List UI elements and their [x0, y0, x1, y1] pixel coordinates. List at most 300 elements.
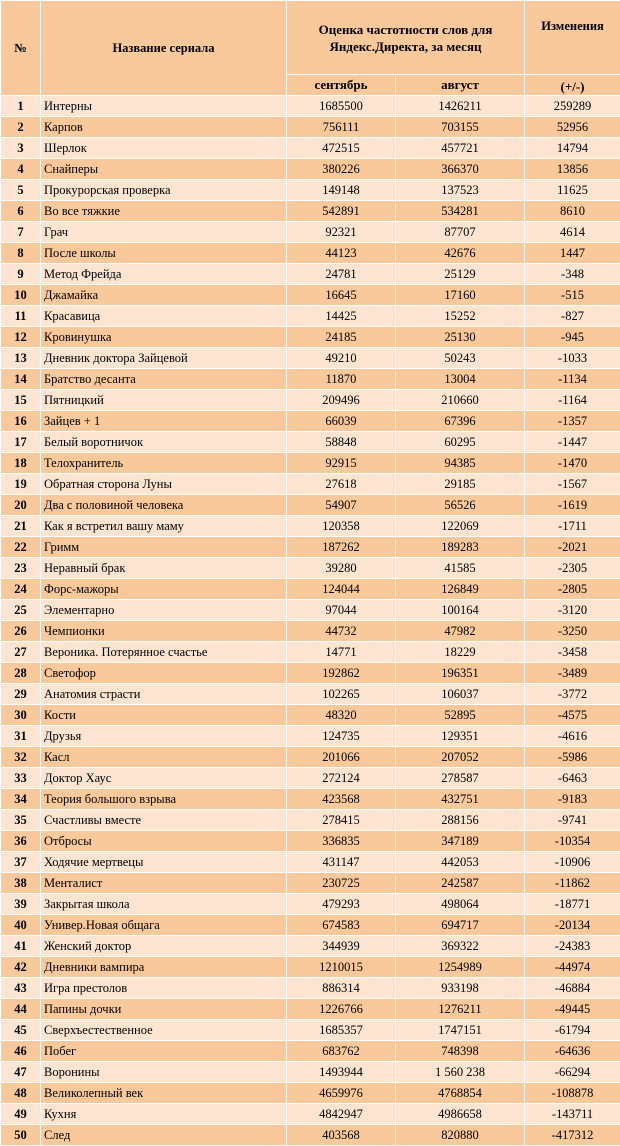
august-value: 47982 [396, 621, 525, 642]
series-name: Неравный брак [41, 558, 287, 579]
row-number: 37 [1, 852, 41, 873]
row-number: 12 [1, 327, 41, 348]
august-value: 933198 [396, 978, 525, 999]
august-value: 4768854 [396, 1083, 525, 1104]
change-value: -348 [525, 264, 620, 285]
table-row [1, 999, 620, 1020]
september-value: 124044 [287, 579, 396, 600]
row-number: 39 [1, 894, 41, 915]
change-value: 259289 [525, 96, 620, 117]
september-value: 403568 [287, 1125, 396, 1146]
header-change-unit: (+/-) [525, 75, 620, 96]
change-value: -3489 [525, 663, 620, 684]
row-number: 18 [1, 453, 41, 474]
august-value: 369322 [396, 936, 525, 957]
series-name: Универ.Новая общага [41, 915, 287, 936]
september-value: 24781 [287, 264, 396, 285]
row-number: 40 [1, 915, 41, 936]
row-number: 8 [1, 243, 41, 264]
row-number: 26 [1, 621, 41, 642]
table-row [1, 726, 620, 747]
series-name: Светофор [41, 663, 287, 684]
series-name: Снайперы [41, 159, 287, 180]
change-value: -1164 [525, 390, 620, 411]
change-value: 1447 [525, 243, 620, 264]
table-row [1, 138, 620, 159]
series-name: Дневники вампира [41, 957, 287, 978]
series-name: Элементарно [41, 600, 287, 621]
change-value: -18771 [525, 894, 620, 915]
table-row [1, 306, 620, 327]
row-number: 14 [1, 369, 41, 390]
change-value: -1033 [525, 348, 620, 369]
row-number: 6 [1, 201, 41, 222]
august-value: 1426211 [396, 96, 525, 117]
september-value: 27618 [287, 474, 396, 495]
row-number: 44 [1, 999, 41, 1020]
september-value: 58848 [287, 432, 396, 453]
series-name: Джамайка [41, 285, 287, 306]
table-row [1, 348, 620, 369]
row-number: 17 [1, 432, 41, 453]
september-value: 48320 [287, 705, 396, 726]
change-value: 8610 [525, 201, 620, 222]
august-value: 41585 [396, 558, 525, 579]
change-value: -49445 [525, 999, 620, 1020]
august-value: 25129 [396, 264, 525, 285]
row-number: 25 [1, 600, 41, 621]
series-name: Телохранитель [41, 453, 287, 474]
august-value: 457721 [396, 138, 525, 159]
row-number: 4 [1, 159, 41, 180]
august-value: 1 560 238 [396, 1062, 525, 1083]
august-value: 42676 [396, 243, 525, 264]
september-value: 120358 [287, 516, 396, 537]
row-number: 13 [1, 348, 41, 369]
series-name: Карпов [41, 117, 287, 138]
table-row [1, 621, 620, 642]
change-value: -24383 [525, 936, 620, 957]
series-name: Два с половиной человека [41, 495, 287, 516]
series-name: Прокурорская проверка [41, 180, 287, 201]
change-value: -1711 [525, 516, 620, 537]
series-name: Грач [41, 222, 287, 243]
series-name: Женский доктор [41, 936, 287, 957]
september-value: 14771 [287, 642, 396, 663]
august-value: 432751 [396, 789, 525, 810]
series-name: Ходячие мертвецы [41, 852, 287, 873]
september-value: 1226766 [287, 999, 396, 1020]
table-row [1, 789, 620, 810]
change-value: -3120 [525, 600, 620, 621]
august-value: 189283 [396, 537, 525, 558]
september-value: 380226 [287, 159, 396, 180]
series-name: Во все тяжкие [41, 201, 287, 222]
series-name: Доктор Хаус [41, 768, 287, 789]
table-row [1, 369, 620, 390]
change-value: -2305 [525, 558, 620, 579]
series-name: Обратная сторона Луны [41, 474, 287, 495]
table-row [1, 1083, 620, 1104]
series-name: Кухня [41, 1104, 287, 1125]
table-row [1, 579, 620, 600]
series-name: Интерны [41, 96, 287, 117]
september-value: 149148 [287, 180, 396, 201]
august-value: 347189 [396, 831, 525, 852]
august-value: 498064 [396, 894, 525, 915]
row-number: 21 [1, 516, 41, 537]
change-value: -4616 [525, 726, 620, 747]
series-name: Закрытая школа [41, 894, 287, 915]
change-value: 14794 [525, 138, 620, 159]
row-number: 22 [1, 537, 41, 558]
september-value: 683762 [287, 1041, 396, 1062]
september-value: 1685500 [287, 96, 396, 117]
september-value: 124735 [287, 726, 396, 747]
august-value: 29185 [396, 474, 525, 495]
september-value: 92321 [287, 222, 396, 243]
august-value: 196351 [396, 663, 525, 684]
series-name: Отбросы [41, 831, 287, 852]
change-value: -827 [525, 306, 620, 327]
august-value: 1254989 [396, 957, 525, 978]
series-name: Папины дочки [41, 999, 287, 1020]
change-value: -10354 [525, 831, 620, 852]
september-value: 886314 [287, 978, 396, 999]
row-number: 1 [1, 96, 41, 117]
series-name: Как я встретил вашу маму [41, 516, 287, 537]
september-value: 54907 [287, 495, 396, 516]
row-number: 42 [1, 957, 41, 978]
table-row [1, 516, 620, 537]
september-value: 431147 [287, 852, 396, 873]
change-value: -1447 [525, 432, 620, 453]
series-name: Белый воротничок [41, 432, 287, 453]
table-row [1, 936, 620, 957]
august-value: 210660 [396, 390, 525, 411]
table-row [1, 810, 620, 831]
august-value: 126849 [396, 579, 525, 600]
change-value: 4614 [525, 222, 620, 243]
series-name: Шерлок [41, 138, 287, 159]
row-number: 49 [1, 1104, 41, 1125]
august-value: 207052 [396, 747, 525, 768]
august-value: 820880 [396, 1125, 525, 1146]
table-row [1, 537, 620, 558]
row-number: 33 [1, 768, 41, 789]
row-number: 7 [1, 222, 41, 243]
september-value: 44732 [287, 621, 396, 642]
row-number: 28 [1, 663, 41, 684]
row-number: 41 [1, 936, 41, 957]
series-name: Касл [41, 747, 287, 768]
series-name: Побег [41, 1041, 287, 1062]
september-value: 11870 [287, 369, 396, 390]
august-value: 288156 [396, 810, 525, 831]
september-value: 39280 [287, 558, 396, 579]
august-value: 52895 [396, 705, 525, 726]
row-number: 27 [1, 642, 41, 663]
change-value: -143711 [525, 1104, 620, 1125]
change-value: -417312 [525, 1125, 620, 1146]
august-value: 1276211 [396, 999, 525, 1020]
table-row [1, 663, 620, 684]
row-number: 9 [1, 264, 41, 285]
table-row [1, 222, 620, 243]
table-row [1, 978, 620, 999]
september-value: 192862 [287, 663, 396, 684]
september-value: 16645 [287, 285, 396, 306]
august-value: 56526 [396, 495, 525, 516]
series-name: Красавица [41, 306, 287, 327]
september-value: 66039 [287, 411, 396, 432]
august-value: 694717 [396, 915, 525, 936]
series-name: Форс-мажоры [41, 579, 287, 600]
table-row [1, 201, 620, 222]
series-name: Дневник доктора Зайцевой [41, 348, 287, 369]
august-value: 122069 [396, 516, 525, 537]
row-number: 15 [1, 390, 41, 411]
series-name: Кровинушка [41, 327, 287, 348]
table-row [1, 915, 620, 936]
change-value: -1470 [525, 453, 620, 474]
change-value: -1567 [525, 474, 620, 495]
series-name: Чемпионки [41, 621, 287, 642]
august-value: 442053 [396, 852, 525, 873]
september-value: 44123 [287, 243, 396, 264]
change-value: -9741 [525, 810, 620, 831]
change-value: -20134 [525, 915, 620, 936]
change-value: -46884 [525, 978, 620, 999]
september-value: 97044 [287, 600, 396, 621]
august-value: 129351 [396, 726, 525, 747]
series-name: Пятницкий [41, 390, 287, 411]
september-value: 187262 [287, 537, 396, 558]
header-frequency: Оценка частотности слов для Яндекс.Директа, за месяц [287, 1, 525, 75]
august-value: 67396 [396, 411, 525, 432]
header-number: № [1, 1, 41, 96]
change-value: -10906 [525, 852, 620, 873]
series-name: Великолепный век [41, 1083, 287, 1104]
september-value: 230725 [287, 873, 396, 894]
row-number: 36 [1, 831, 41, 852]
table-row [1, 600, 620, 621]
change-value: -1357 [525, 411, 620, 432]
august-value: 94385 [396, 453, 525, 474]
change-value: -6463 [525, 768, 620, 789]
table-row [1, 768, 620, 789]
september-value: 4842947 [287, 1104, 396, 1125]
september-value: 472515 [287, 138, 396, 159]
change-value: -3772 [525, 684, 620, 705]
header-series-name: Название сериала [41, 1, 287, 96]
table-row [1, 642, 620, 663]
row-number: 46 [1, 1041, 41, 1062]
table-row [1, 243, 620, 264]
row-number: 43 [1, 978, 41, 999]
row-number: 19 [1, 474, 41, 495]
row-number: 50 [1, 1125, 41, 1146]
table-row [1, 285, 620, 306]
table-row [1, 852, 620, 873]
august-value: 1747151 [396, 1020, 525, 1041]
september-value: 336835 [287, 831, 396, 852]
september-value: 24185 [287, 327, 396, 348]
series-name: Анатомия страсти [41, 684, 287, 705]
change-value: -61794 [525, 1020, 620, 1041]
september-value: 14425 [287, 306, 396, 327]
september-value: 278415 [287, 810, 396, 831]
table-row [1, 390, 620, 411]
september-value: 756111 [287, 117, 396, 138]
september-value: 209496 [287, 390, 396, 411]
table-row [1, 327, 620, 348]
table-row [1, 1041, 620, 1062]
september-value: 49210 [287, 348, 396, 369]
row-number: 10 [1, 285, 41, 306]
august-value: 60295 [396, 432, 525, 453]
table-row [1, 957, 620, 978]
row-number: 5 [1, 180, 41, 201]
september-value: 423568 [287, 789, 396, 810]
change-value: -11862 [525, 873, 620, 894]
change-value: 13856 [525, 159, 620, 180]
series-name: Счастливы вместе [41, 810, 287, 831]
row-number: 16 [1, 411, 41, 432]
august-value: 50243 [396, 348, 525, 369]
change-value: -108878 [525, 1083, 620, 1104]
series-name: Зайцев + 1 [41, 411, 287, 432]
august-value: 17160 [396, 285, 525, 306]
table-row [1, 1020, 620, 1041]
change-value: -945 [525, 327, 620, 348]
table-row [1, 495, 620, 516]
august-value: 366370 [396, 159, 525, 180]
table-row [1, 558, 620, 579]
row-number: 45 [1, 1020, 41, 1041]
september-value: 201066 [287, 747, 396, 768]
august-value: 4986658 [396, 1104, 525, 1125]
table-row [1, 411, 620, 432]
september-value: 1210015 [287, 957, 396, 978]
table-row [1, 432, 620, 453]
table-row [1, 831, 620, 852]
august-value: 13004 [396, 369, 525, 390]
august-value: 15252 [396, 306, 525, 327]
change-value: 11625 [525, 180, 620, 201]
series-name: Сверхъестественное [41, 1020, 287, 1041]
change-value: -515 [525, 285, 620, 306]
series-name: След [41, 1125, 287, 1146]
table-row [1, 474, 620, 495]
table-header [1, 1, 620, 96]
table-row [1, 264, 620, 285]
series-name: Гримм [41, 537, 287, 558]
september-value: 674583 [287, 915, 396, 936]
change-value: -9183 [525, 789, 620, 810]
august-value: 748398 [396, 1041, 525, 1062]
table-row [1, 1062, 620, 1083]
table-row [1, 873, 620, 894]
august-value: 242587 [396, 873, 525, 894]
row-number: 20 [1, 495, 41, 516]
august-value: 534281 [396, 201, 525, 222]
row-number: 2 [1, 117, 41, 138]
september-value: 542891 [287, 201, 396, 222]
series-name: Менталист [41, 873, 287, 894]
table-row [1, 180, 620, 201]
series-name: Кости [41, 705, 287, 726]
august-value: 18229 [396, 642, 525, 663]
table-row [1, 1104, 620, 1125]
table-row [1, 684, 620, 705]
series-name: Братство десанта [41, 369, 287, 390]
august-value: 106037 [396, 684, 525, 705]
row-number: 35 [1, 810, 41, 831]
header-september: сентябрь [287, 75, 396, 96]
september-value: 1685357 [287, 1020, 396, 1041]
september-value: 272124 [287, 768, 396, 789]
table-row [1, 453, 620, 474]
change-value: -64636 [525, 1041, 620, 1062]
change-value: -66294 [525, 1062, 620, 1083]
table-row [1, 117, 620, 138]
series-name: Воронины [41, 1062, 287, 1083]
august-value: 278587 [396, 768, 525, 789]
change-value: -2021 [525, 537, 620, 558]
change-value: -5986 [525, 747, 620, 768]
row-number: 34 [1, 789, 41, 810]
august-value: 87707 [396, 222, 525, 243]
row-number: 30 [1, 705, 41, 726]
header-change: Изменения [525, 1, 620, 75]
table-row [1, 159, 620, 180]
september-value: 479293 [287, 894, 396, 915]
row-number: 32 [1, 747, 41, 768]
row-number: 47 [1, 1062, 41, 1083]
row-number: 48 [1, 1083, 41, 1104]
series-name: Метод Фрейда [41, 264, 287, 285]
change-value: -2805 [525, 579, 620, 600]
september-value: 102265 [287, 684, 396, 705]
september-value: 4659976 [287, 1083, 396, 1104]
row-number: 38 [1, 873, 41, 894]
change-value: -3458 [525, 642, 620, 663]
table-body [1, 96, 620, 1146]
change-value: -44974 [525, 957, 620, 978]
series-name: Игра престолов [41, 978, 287, 999]
change-value: -1134 [525, 369, 620, 390]
table-row [1, 705, 620, 726]
series-name: После школы [41, 243, 287, 264]
row-number: 3 [1, 138, 41, 159]
august-value: 100164 [396, 600, 525, 621]
series-name: Теория большого взрыва [41, 789, 287, 810]
series-name: Вероника. Потерянное счастье [41, 642, 287, 663]
september-value: 92915 [287, 453, 396, 474]
row-number: 23 [1, 558, 41, 579]
table-row [1, 894, 620, 915]
change-value: -3250 [525, 621, 620, 642]
series-name: Друзья [41, 726, 287, 747]
table-row [1, 747, 620, 768]
row-number: 31 [1, 726, 41, 747]
row-number: 24 [1, 579, 41, 600]
september-value: 344939 [287, 936, 396, 957]
change-value: -1619 [525, 495, 620, 516]
row-number: 11 [1, 306, 41, 327]
table-row [1, 96, 620, 117]
